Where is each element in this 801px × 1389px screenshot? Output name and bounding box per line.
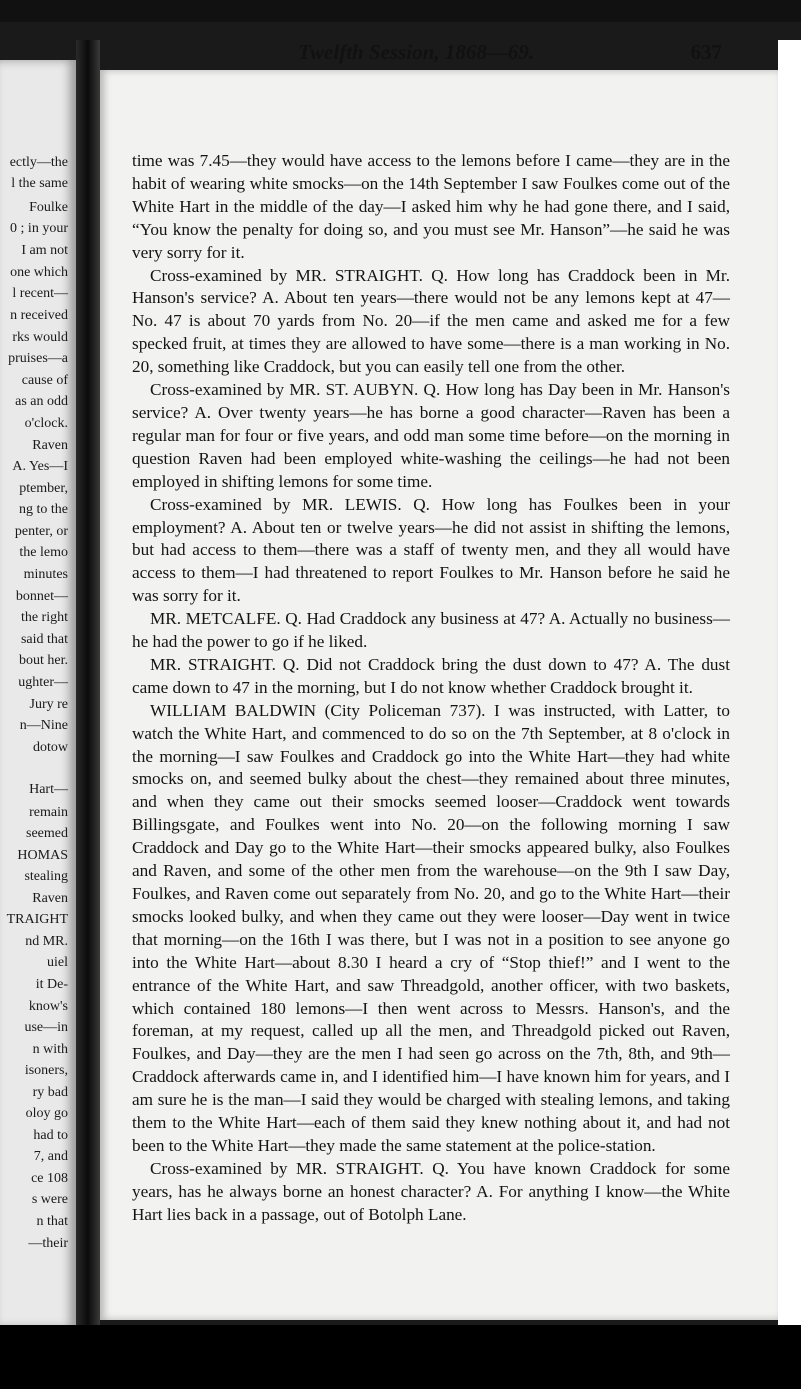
left-page-fragment: l the same bbox=[11, 176, 68, 191]
book-gutter bbox=[76, 40, 100, 1330]
transcript-paragraph: Cross-examined by MR. STRAIGHT. Q. How long has Craddock been in Mr. Hanson's service? A. About ten years—there would not be any lemons kept at 47—No. 47 is about 70 yards from No. 20—if the men came and asked me for a few specked fruit, at times they are allowed to have some—there is a man working in No. 20, something like Craddock, but you can easily tell one from the other. bbox=[132, 265, 730, 377]
transcript-paragraph: Cross-examined by MR. LEWIS. Q. How long has Foulkes been in your employment? A. About ten or twelve years—he did not assist in shifting the lemons, but had access to them—there was a staff of twenty men, and they all would have access to them—I had threatened to report Foulkes to Mr. Hanson before he said he was sorry for it. bbox=[132, 494, 730, 606]
left-page-fragment: remain bbox=[29, 805, 68, 820]
left-page-fragment: ptember, bbox=[19, 481, 68, 496]
session-title: Twelfth Session, 1868—69. bbox=[298, 40, 535, 64]
left-page-fragment: ectly—the bbox=[9, 155, 68, 170]
left-page-fragment: Jury re bbox=[29, 697, 68, 712]
left-page-fragment: cause of bbox=[21, 373, 68, 388]
left-page-fragment: l recent— bbox=[12, 286, 68, 301]
left-page-fragment: one which bbox=[10, 265, 68, 280]
page-number: 637 bbox=[690, 40, 722, 64]
left-page-fragment: TRAIGHT bbox=[6, 912, 68, 927]
left-page-fragment: bout her. bbox=[19, 653, 68, 668]
left-page-fragment: ughter— bbox=[18, 675, 68, 690]
transcript-paragraph: Cross-examined by MR. STRAIGHT. Q. You have known Craddock for some years, has he always borne an honest character? A. For anything I know—the White Hart lies back in a passage, out of Botolph Lane. bbox=[132, 1158, 730, 1224]
left-page-fragment: Raven bbox=[32, 891, 68, 906]
left-page-fragment: n received bbox=[10, 308, 68, 323]
left-page-fragment: 7, and bbox=[33, 1149, 68, 1164]
left-page-fragment: rks would bbox=[12, 330, 68, 345]
left-page-fragment: penter, or bbox=[14, 524, 68, 539]
left-page-fragment: o'clock. bbox=[24, 416, 68, 431]
transcript-body bbox=[132, 150, 730, 1227]
scan-top-border bbox=[0, 0, 801, 22]
left-page-fragment: Raven bbox=[32, 438, 68, 453]
scan-bottom-border bbox=[0, 1325, 801, 1389]
left-page-fragment: the right bbox=[20, 610, 68, 625]
left-page-fragment: ry bad bbox=[32, 1085, 68, 1100]
left-page-fragment: ng to the bbox=[19, 502, 68, 517]
left-page-fragment: I am not bbox=[21, 243, 68, 258]
left-page-fragment: said that bbox=[20, 632, 68, 647]
left-page-fragment: 0 ; in your bbox=[10, 221, 68, 236]
left-page-fragment: the lemo bbox=[19, 545, 68, 560]
running-header bbox=[180, 40, 720, 70]
left-page-fragment: stealing bbox=[24, 869, 68, 884]
left-page-fragment: ce 108 bbox=[31, 1171, 68, 1186]
facing-page-left bbox=[0, 60, 76, 1328]
left-page-fragment: isoners, bbox=[24, 1063, 68, 1078]
left-page-fragment: know's bbox=[28, 999, 68, 1014]
left-page-fragment: use—in bbox=[24, 1020, 68, 1035]
left-page-fragment: as an odd bbox=[15, 394, 68, 409]
left-page-fragment: it De- bbox=[35, 977, 68, 992]
transcript-paragraph: Cross-examined by MR. ST. AUBYN. Q. How long has Day been in Mr. Hanson's service? A. Over twenty years—he has borne a good character—Raven has been a regular man for four or five years, and odd man some time before—on the morning in question Raven had been employed white-washing the ceilings—he had not been employed in shifting lemons for some time. bbox=[132, 380, 730, 491]
left-page-fragment: oloy go bbox=[25, 1106, 68, 1121]
left-page-fragment: —their bbox=[28, 1236, 68, 1251]
left-page-fragment: bonnet— bbox=[15, 589, 68, 604]
left-page-fragment: Foulke bbox=[29, 200, 68, 215]
left-page-fragment: minutes bbox=[23, 567, 68, 582]
left-page-fragment: n that bbox=[36, 1214, 68, 1229]
left-page-fragment: HOMAS bbox=[17, 848, 68, 863]
left-page-fragment: nd MR. bbox=[25, 934, 68, 949]
left-page-fragment: A. Yes—I bbox=[12, 459, 68, 474]
left-page-fragment: n with bbox=[32, 1042, 68, 1057]
scan-right-margin bbox=[778, 40, 801, 1330]
left-page-fragment: seemed bbox=[26, 826, 68, 841]
left-page-fragment: n—Nine bbox=[19, 718, 68, 733]
left-page-fragment: dotow bbox=[33, 740, 68, 755]
transcript-paragraph: time was 7.45—they would have access to the lemons before I came—they are in the habit of wearing white smocks—on the 14th September I saw Foulkes come out of the White Hart in the middle of the day—I asked him why he had gone there, and I said, “You know the penalty for doing so, and you must see Mr. Hanson”—he said he was very sorry for it. bbox=[132, 151, 730, 262]
left-page-fragment: had to bbox=[33, 1128, 68, 1143]
transcript-paragraph: MR. METCALFE. Q. Had Craddock any business at 47? A. Actually no business—he had the power to go if he liked. bbox=[132, 609, 730, 652]
transcript-paragraph: WILLIAM BALDWIN (City Policeman 737). I was instructed, with Latter, to watch the White Hart, and commenced to do so on the 7th September, at 8 o'clock in the morning—I saw Foulkes and Craddock go into the White Hart—they had white smocks on, and seemed bulky about the chest—they remained about three minutes, and when they came out their smocks seemed looser—Craddock went towards Billingsgate, and Foulkes went into No. 20—on the following morning I saw Craddock and Day go to the White Hart—their smocks appeared bulky, also Foulkes and Raven, and some of the other men from the warehouse—on the 9th I saw Day, Foulkes, and Raven come out separately from No. 20, and go to the White Hart—their smocks looked bulky, and when they came out they were looser—Day went in twice that morning—on the 16th I was there, but I was not in a position to see anyone go into the White Hart—about 8.30 I heard a cry of “Stop thief!” and I went to the entrance of the White Hart, and saw Threadgold, another officer, with two baskets, which contained 180 lemons—I then went across to Messrs. Hanson's, and the foreman, at my request, called up all the men, and Threadgold picked out Raven, Foulkes, and Day—they are the men I had seen go across on the 7th, 8th, and 9th—Craddock afterwards came in, and I identified him—I have known him for years, and I am sure he is the man—I said they would be charged with stealing lemons, and taking them to the White Hart—each of them said they knew nothing about it, and had not been to the White Hart—they made the same statement at the police-station. bbox=[132, 700, 730, 1155]
left-page-fragment: Hart— bbox=[29, 782, 68, 797]
left-page-fragment: s were bbox=[31, 1192, 68, 1207]
left-page-fragment: pruises—a bbox=[8, 351, 68, 366]
transcript-paragraph: MR. STRAIGHT. Q. Did not Craddock bring the dust down to 47? A. The dust came down to 47 in the morning, but I do not know whether Craddock brought it. bbox=[132, 654, 730, 697]
left-page-fragment: uiel bbox=[47, 955, 68, 970]
